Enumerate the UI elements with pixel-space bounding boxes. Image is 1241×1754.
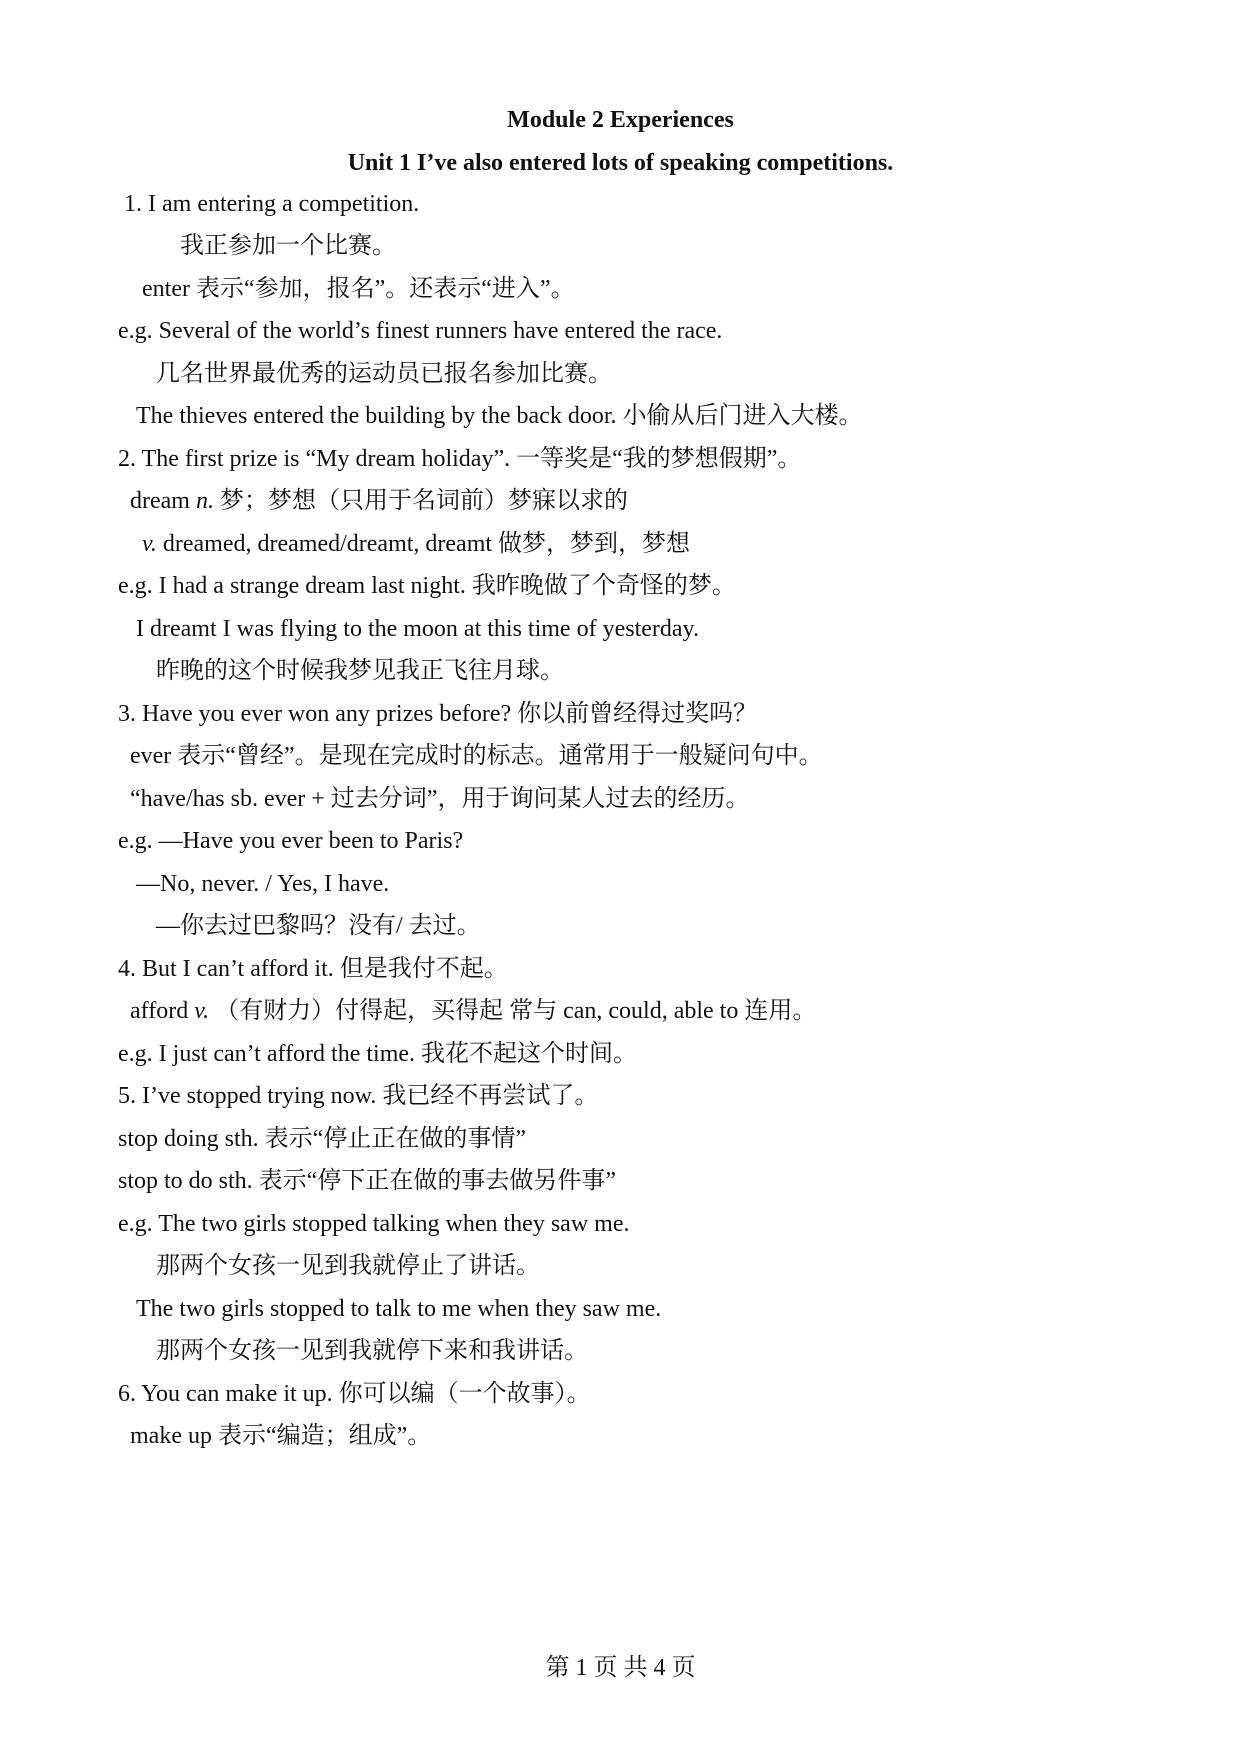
unit-title: Unit 1 I’ve also entered lots of speaking competitions.	[347, 150, 894, 176]
item-1-example-translation: 几名世界最优秀的运动员已报名参加比赛。	[156, 361, 612, 387]
item-1-translation: 我正参加一个比赛。	[180, 233, 396, 259]
item-2-example: e.g. I had a strange dream last night. 我昨晚做了个奇怪的梦。	[118, 573, 736, 599]
item-2-sentence: 2. The first prize is “My dream holiday”. 一等奖是“我的梦想假期”。	[118, 446, 802, 472]
word-afford: afford	[130, 998, 195, 1024]
item-2-example-2: I dreamt I was flying to the moon at this time of yesterday.	[136, 616, 699, 642]
pos-verb: v.	[142, 531, 157, 557]
noun-meaning: 梦；梦想（只用于名词前）梦寐以求的	[213, 488, 628, 514]
verb-forms: dreamed, dreamed/dreamt, dreamt 做梦，梦到，梦想	[156, 531, 691, 557]
item-4-example: e.g. I just can’t afford the time. 我花不起这个时间。	[118, 1041, 638, 1067]
item-3-example-answer: —No, never. / Yes, I have.	[136, 871, 390, 897]
item-5-example-translation: 那两个女孩一见到我就停止了讲话。	[156, 1253, 540, 1279]
item-5-example-2: The two girls stopped to talk to me when they saw me.	[136, 1296, 662, 1322]
page-number: 第 1 页 共 4 页	[545, 1655, 696, 1681]
module-title: Module 2 Experiences	[507, 107, 734, 133]
item-3-sentence: 3. Have you ever won any prizes before? 你以前曾经得过奖吗？	[118, 701, 758, 727]
item-5-note-1: stop doing sth. 表示“停止正在做的事情”	[118, 1126, 526, 1152]
item-5-sentence: 5. I’ve stopped trying now. 我已经不再尝试了。	[118, 1083, 599, 1109]
afford-meaning: （有财力）付得起，买得起 常与 can, could, able to 连用。	[209, 998, 817, 1024]
item-5-example-2-translation: 那两个女孩一见到我就停下来和我讲话。	[156, 1338, 588, 1364]
item-1-example: e.g. Several of the world’s finest runners have entered the race.	[118, 318, 723, 344]
item-6-note: make up 表示“编造；组成”。	[130, 1423, 432, 1449]
item-2-example-2-translation: 昨晚的这个时候我梦见我正飞往月球。	[156, 658, 564, 684]
item-5-note-2: stop to do sth. 表示“停下正在做的事去做另件事”	[118, 1168, 616, 1194]
pos-verb: v.	[194, 998, 210, 1024]
item-1-example-2: The thieves entered the building by the back door. 小偷从后门进入大楼。	[136, 403, 863, 429]
item-3-structure: “have/has sb. ever + 过去分词”，用于询问某人过去的经历。	[130, 786, 750, 812]
item-3-note: ever 表示“曾经”。是现在完成时的标志。通常用于一般疑问句中。	[130, 743, 823, 769]
word-dream: dream	[130, 488, 196, 514]
item-4-sentence: 4. But I can’t afford it. 但是我付不起。	[118, 956, 508, 982]
item-4-note	[130, 996, 816, 1026]
item-2-verb-note	[142, 529, 690, 559]
item-6-sentence: 6. You can make it up. 你可以编（一个故事）。	[118, 1381, 591, 1407]
item-3-example-translation: —你去过巴黎吗？没有/ 去过。	[156, 913, 481, 939]
item-5-example: e.g. The two girls stopped talking when they saw me.	[118, 1211, 630, 1237]
item-3-example: e.g. —Have you ever been to Paris?	[118, 828, 464, 854]
item-2-noun-note	[130, 486, 628, 516]
item-1-sentence: 1. I am entering a competition.	[124, 191, 420, 217]
pos-noun: n.	[195, 488, 214, 514]
item-1-note: enter 表示“参加，报名”。还表示“进入”。	[142, 276, 575, 302]
